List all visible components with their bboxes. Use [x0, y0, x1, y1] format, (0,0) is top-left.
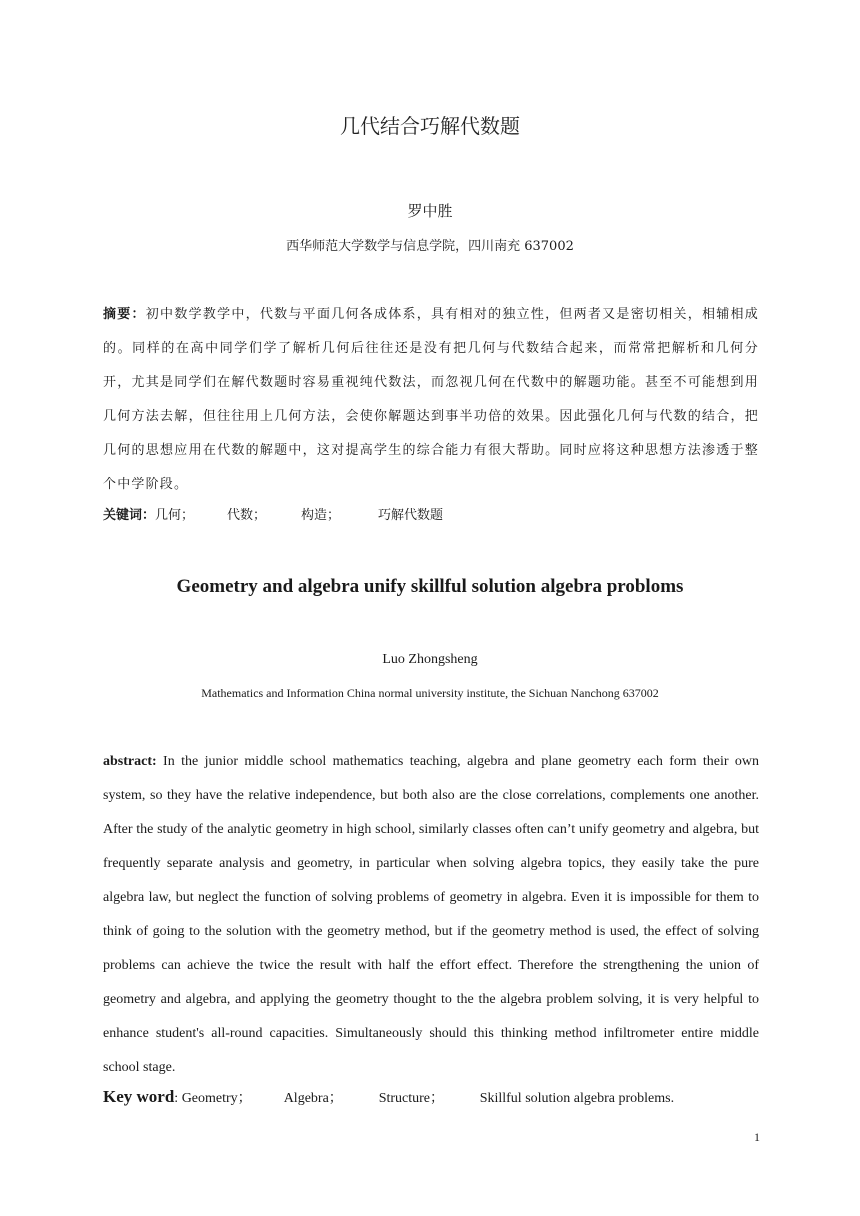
english-keyword: Structure； [378, 1091, 445, 1106]
english-abstract [103, 745, 759, 1085]
chinese-author: 罗中胜 [407, 202, 453, 220]
english-author: Luo Zhongsheng [382, 652, 478, 667]
chinese-keywords [103, 504, 759, 523]
chinese-keyword: 代数； [227, 508, 267, 523]
english-affiliation: Mathematics and Information China normal university institute, the Sichuan Nanchong 637002 [201, 686, 659, 700]
english-title: Geometry and algebra unify skillful solution algebra probloms [176, 576, 684, 597]
chinese-abstract-text: 初中数学教学中，代数与平面几何各成体系，具有相对的独立性，但两者又是密切相关，相辅相成的。同样的在高中同学们学了解析几何后往往还是没有把几何与代数结合起来，而常常把解析和几何分开，尤其是同学们在解代数题时容易重视纯代数法，而忽视几何在代数中的解题功能。甚至不可能想到用几何方法去解，但往往用上几何方法，会使你解题达到事半功倍的效果。因此强化几何与代数的结合，把几何的思想应用在代数的解题中，这对提高学生的综合能力有很大帮助。同时应将这种思想方法渗透于整个中学阶段。 [103, 307, 759, 492]
chinese-keyword: 几何； [155, 508, 195, 523]
chinese-affiliation: 西华师范大学数学与信息学院，四川南充 637002 [286, 239, 574, 254]
english-keyword: Algebra； [283, 1091, 343, 1106]
page-number: 1 [754, 1130, 760, 1144]
chinese-keyword: 构造； [301, 508, 341, 523]
chinese-keyword: 巧解代数题 [378, 508, 444, 523]
chinese-title: 几代结合巧解代数题 [340, 114, 520, 138]
english-keyword: Skillful solution algebra problems. [479, 1091, 675, 1106]
english-keywords-label: Key word [103, 1087, 175, 1106]
english-abstract-text: In the junior middle school mathematics teaching, algebra and plane geometry each form their own system, so they have the relative independence, but both also are the close correlations, complements one another. After the study of the analytic geometry in high school, similarly classes often can’t unify geometry and algebra, but frequently separate analysis and geometry, in particular when solving algebra topics, they easily take the pure algebra law, but neglect the function of solving problems of geometry in algebra. Even it is impossible for them to think of going to the solution with the geometry method, but if the geometry method is used, the effect of solving problems can achieve the twice the result with half the effort effect. Therefore the strengthening the union of geometry and algebra, and applying the geometry thought to the the algebra problem solving, it is very helpful to enhance student's all-round capacities. Simultaneously should this thinking method infiltrometer entire middle school stage. [103, 754, 759, 1075]
english-keywords [103, 1087, 759, 1107]
english-abstract-label: abstract: [103, 754, 157, 769]
english-keyword: Geometry； [181, 1091, 252, 1106]
chinese-abstract-label: 摘要： [103, 307, 146, 322]
chinese-abstract [103, 298, 759, 502]
chinese-keywords-label: 关键词： [103, 508, 156, 523]
english-keywords-separator: : [174, 1091, 182, 1106]
